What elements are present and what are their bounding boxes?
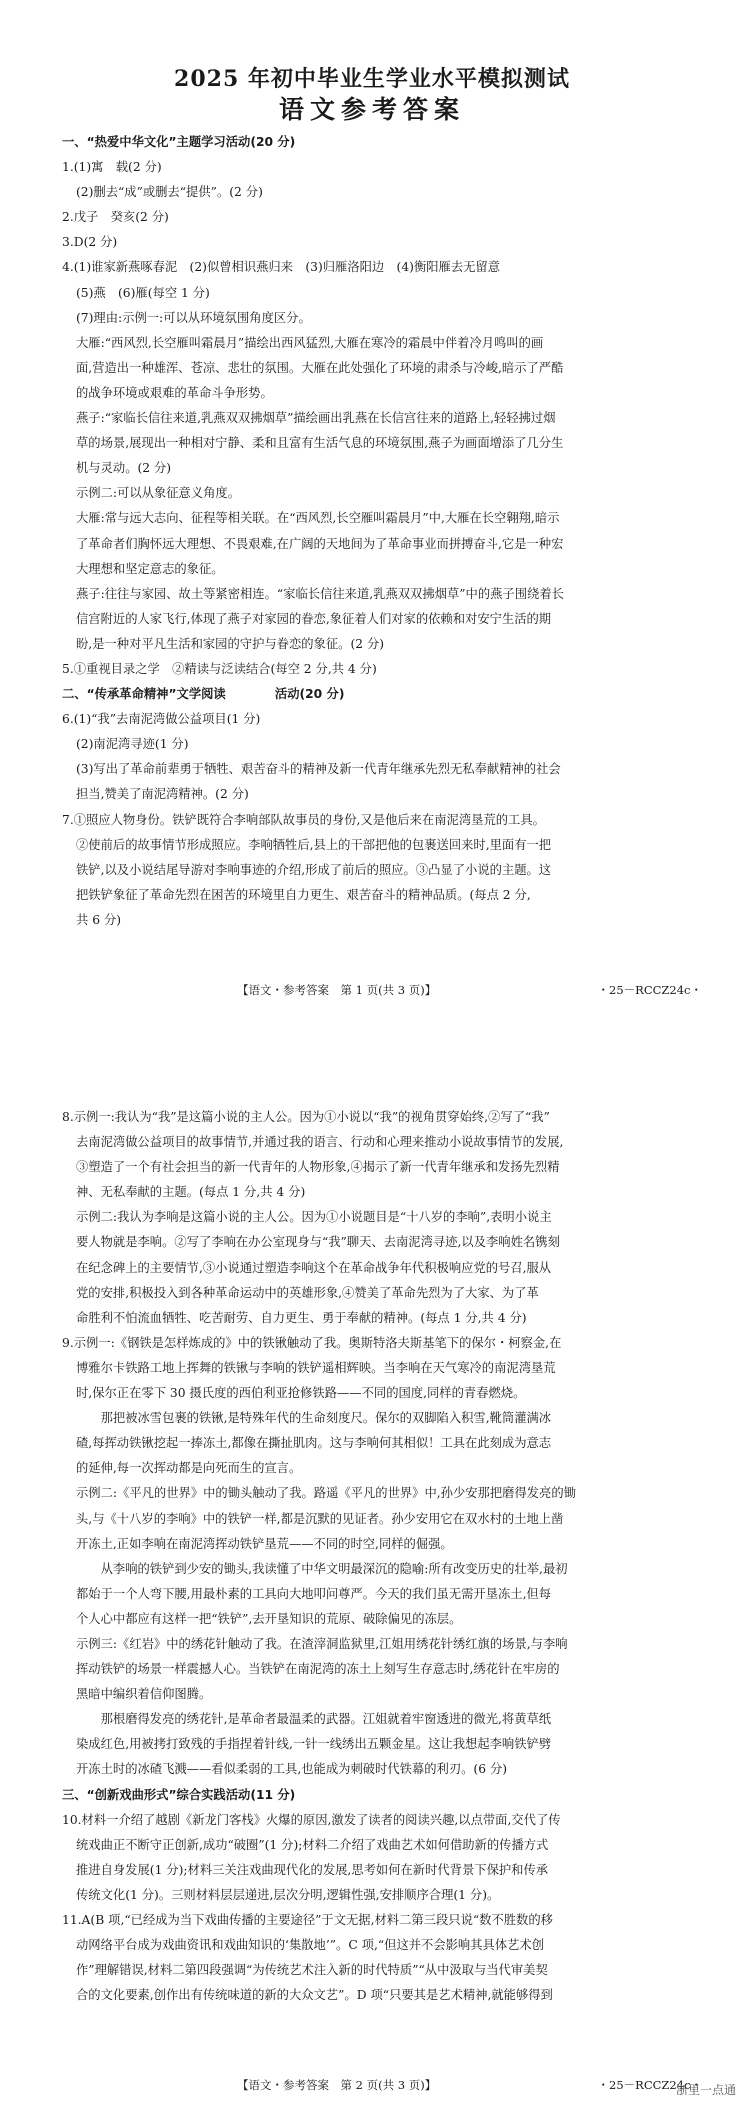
- answer-line: 大雁:“西风烈,长空雁叫霜晨月”描绘出西风猛烈,大雁在寒冷的霜晨中伴着冷月鸣叫的画: [76, 335, 544, 350]
- answer-line: ③塑造了一个有社会担当的新一代青年的人物形象,④揭示了新一代青年继承和发扬先烈精: [76, 1160, 560, 1175]
- answer-line: 把铁铲象征了革命先烈在困苦的环境里自力更生、艰苦奋斗的精神品质。(每点 2 分,: [76, 887, 531, 902]
- answer-line: 碴,每挥动铁锹挖起一捧冻土,都像在撕扯肌肉。这与李响何其相似！工具在此刻成为意志: [76, 1436, 552, 1451]
- answer-line: 头,与《十八岁的李响》中的铁铲一样,都是沉默的见证者。孙少安用它在双水村的土地上凿: [76, 1511, 564, 1526]
- answer-line: 7.①照应人物身份。铁铲既符合李响部队故事员的身份,又是他后来在南泥湾垦荒的工具。: [62, 812, 545, 827]
- answer-line: 大理想和坚定意志的象征。: [76, 561, 224, 576]
- answer-line: 大雁:常与远大志向、征程等相关联。在“西风烈,长空雁叫霜晨月”中,大雁在长空翱翔,暗示: [76, 511, 560, 526]
- answer-page-2: [0, 1105, 744, 2104]
- answer-line: 燕子:往往与家园、故土等紧密相连。“家临长信往来道,乳燕双双拂烟草”中的燕子围绕着长: [76, 586, 564, 601]
- answer-line: 1.(1)寓 载(2 分): [62, 160, 162, 175]
- answer-line: 的战争环境或艰难的革命斗争形势。: [76, 385, 273, 400]
- answer-line: 在纪念碑上的主要情节,③小说通过塑造李响这个在革命战争年代积极响应党的号召,服从: [76, 1260, 552, 1275]
- watermark: 浙里一点通: [675, 2083, 736, 2097]
- answer-line: (7)理由:示例一:可以从环境氛围角度区分。: [76, 310, 311, 325]
- answer-line: 盼,是一种对平凡生活和家园的守护与眷恋的象征。(2 分): [76, 636, 385, 651]
- answer-title: 语文参考答案: [278, 95, 465, 124]
- answer-line: ②使前后的故事情节形成照应。李响牺牲后,县上的干部把他的包裹送回来时,里面有一把: [76, 837, 552, 852]
- answer-page-1: [0, 0, 744, 1010]
- answer-line: 命胜利不怕流血牺牲、吃苦耐劳、自力更生、勇于奉献的精神。(每点 1 分,共 4 分): [76, 1310, 527, 1325]
- answer-line: 铁铲,以及小说结尾导游对李响事迹的介绍,形成了前后的照应。③凸显了小说的主题。这: [76, 862, 552, 877]
- answer-line: 信宫附近的人家飞行,体现了燕子对家园的眷恋,象征着人们对家的依赖和对安宁生活的期: [76, 611, 552, 626]
- answer-line: (3)写出了革命前辈勇于牺牲、艰苦奋斗的精神及新一代青年继承先烈无私奉献精神的社会: [76, 762, 561, 777]
- answer-line: 统戏曲正不断守正创新,成功“破圈”(1 分);材料二介绍了戏曲艺术如何借助新的传播方式: [76, 1837, 549, 1852]
- page2-footer-code: ・25－RCCZ24c・: [597, 2078, 702, 2092]
- answer-line: 那根磨得发亮的绣花针,是革命者最温柔的武器。江姐就着牢窗透进的微光,将黄草纸: [76, 1712, 552, 1727]
- page2-content: [62, 1105, 702, 2008]
- answer-line: 二、“传承革命精神”文学阅读 活动(20 分): [62, 687, 345, 702]
- answer-line: 示例三:《红岩》中的绣花针触动了我。在渣滓洞监狱里,江姐用绣花针绣红旗的场景,与李响: [76, 1636, 568, 1651]
- answer-line: 党的安排,积极投入到各种革命运动中的英雄形象,④赞美了革命先烈为了大家、为了革: [76, 1285, 539, 1300]
- page2-footer-label: 【语文・参考答案 第 2 页(共 3 页)】: [237, 2078, 437, 2092]
- answer-line: 担当,赞美了南泥湾精神。(2 分): [76, 787, 249, 802]
- answer-line: 都始于一个人弯下腰,用最朴素的工具向大地叩问尊严。今天的我们虽无需开垦冻土,但每: [76, 1586, 552, 1601]
- answer-line: 6.(1)“我”去南泥湾做公益项目(1 分): [62, 712, 261, 727]
- answer-line: 8.示例一:我认为“我”是这篇小说的主人公。因为①小说以“我”的视角贯穿始终,②写了“我”: [62, 1110, 550, 1124]
- answer-line: (2)删去“成”或删去“提供”。(2 分): [76, 185, 263, 200]
- answer-line: 开冻土,正如李响在南泥湾挥动铁铲垦荒——不同的时空,同样的倔强。: [76, 1536, 453, 1551]
- answer-line: 2.戊子 癸亥(2 分): [62, 210, 169, 225]
- answer-line: 面,营造出一种雄浑、苍凉、悲壮的氛围。大雁在此处强化了环境的肃杀与冷峻,暗示了严酷: [76, 360, 564, 375]
- answer-line: 动网络平台成为戏曲资讯和戏曲知识的‘集散地’”。C 项,“但这并不会影响其具体艺术创: [76, 1938, 545, 1953]
- answer-line: 11.A(B 项,“已经成为当下戏曲传播的主要途径”于文无据,材料二第三段只说“数不胜数的移: [62, 1913, 553, 1927]
- answer-line: 去南泥湾做公益项目的故事情节,并通过我的语言、行动和心理来推动小说故事情节的发展,: [76, 1135, 564, 1150]
- answer-line: 合的文化要素,创作出有传统味道的新的大众文艺”。D 项“只要其是艺术精神,就能够得到: [76, 1988, 553, 2003]
- answer-line: 草的场景,展现出一种相对宁静、柔和且富有生活气息的环境氛围,燕子为画面增添了几分生: [76, 436, 564, 451]
- answer-line: (5)燕 (6)雁(每空 1 分): [76, 285, 210, 300]
- answer-line: 共 6 分): [76, 912, 122, 927]
- answer-line: 从李响的铁铲到少安的锄头,我读懂了中华文明最深沉的隐喻:所有改变历史的壮举,最初: [76, 1561, 568, 1576]
- answer-line: 博雅尔卡铁路工地上挥舞的铁锹与李响的铁铲遥相辉映。当李响在天气寒冷的南泥湾垦荒: [76, 1360, 556, 1375]
- answer-line: 要人物就是李响。②写了李响在办公室现身与“我”聊天、去南泥湾寻迹,以及李响姓名镌刻: [76, 1235, 560, 1250]
- answer-line: 染成红色,用被拷打致残的手指捏着针线,一针一线绣出五颗金星。这让我想起李响铁铲劈: [76, 1737, 552, 1752]
- answer-line: 机与灵动。(2 分): [76, 461, 172, 476]
- exam-title: 2025 年初中毕业生学业水平模拟测试: [174, 66, 570, 92]
- answer-line: 3.D(2 分): [62, 235, 118, 250]
- answer-line: 作”理解错误,材料二第四段强调“为传统艺术注入新的时代特质”“从中汲取与当代审美契: [76, 1963, 548, 1978]
- answer-line: 个人心中都应有这样一把“铁铲”,去开垦知识的荒原、破除偏见的冻层。: [76, 1611, 462, 1626]
- answer-line: 9.示例一:《钢铁是怎样炼成的》中的铁锹触动了我。奥斯特洛夫斯基笔下的保尔・柯察金,在: [62, 1335, 562, 1350]
- page1-footer-label: 【语文・参考答案 第 1 页(共 3 页)】: [237, 983, 437, 997]
- answer-line: 10.材料一介绍了越剧《新龙门客栈》火爆的原因,激发了读者的阅读兴趣,以点带面,交代了传: [62, 1812, 561, 1827]
- answer-line: 时,保尔正在零下 30 摄氏度的西伯利亚抢修铁路——不同的国度,同样的青春燃烧。: [76, 1386, 526, 1401]
- answer-line: 推进自身发展(1 分);材料三关注戏曲现代化的发展,思考如何在新时代背景下保护和传承: [76, 1862, 549, 1877]
- answer-line: 三、“创新戏曲形式”综合实践活动(11 分): [62, 1787, 296, 1802]
- answer-line: 示例二:可以从象征意义角度。: [76, 486, 241, 501]
- answer-line: (2)南泥湾寻迹(1 分): [76, 737, 189, 752]
- page1-content: [62, 130, 702, 933]
- answer-line: 4.(1)谁家新燕啄春泥 (2)似曾相识燕归来 (3)归雁洛阳边 (4)衡阳雁去无留意: [62, 260, 501, 275]
- answer-line: 挥动铁铲的场景一样震撼人心。当铁铲在南泥湾的冻土上刻写生存意志时,绣花针在牢房的: [76, 1662, 560, 1677]
- answer-line: 黑暗中编织着信仰图腾。: [76, 1687, 212, 1702]
- answer-line: 那把被冰雪包裹的铁锹,是特殊年代的生命刻度尺。保尔的双脚陷入积雪,靴筒灌满冰: [76, 1411, 552, 1426]
- page1-footer-code: ・25－RCCZ24c・: [597, 983, 702, 997]
- answer-line: 的延伸,每一次挥动都是向死而生的宣言。: [76, 1461, 302, 1476]
- answer-line: 了革命者们胸怀远大理想、不畏艰难,在广阔的天地间为了革命事业而拼搏奋斗,它是一种宏: [76, 536, 564, 551]
- answer-line: 传统文化(1 分)。三则材料层层递进,层次分明,逻辑性强,安排顺序合理(1 分)。: [76, 1887, 500, 1902]
- answer-line: 示例二:我认为李响是这篇小说的主人公。因为①小说题目是“十八岁的李响”,表明小说主: [76, 1210, 552, 1225]
- answer-line: 示例二:《平凡的世界》中的锄头触动了我。路遥《平凡的世界》中,孙少安那把磨得发亮的锄: [76, 1486, 576, 1501]
- answer-line: 开冻土时的冰碴飞溅——看似柔弱的工具,也能成为刺破时代铁幕的利刃。(6 分): [76, 1762, 508, 1777]
- answer-line: 神、无私奉献的主题。(每点 1 分,共 4 分): [76, 1185, 306, 1200]
- answer-line: 一、“热爱中华文化”主题学习活动(20 分): [62, 135, 296, 149]
- answer-line: 5.①重视目录之学 ②精读与泛读结合(每空 2 分,共 4 分): [62, 661, 377, 676]
- answer-line: 燕子:“家临长信往来道,乳燕双双拂烟草”描绘画出乳燕在长信宫往来的道路上,轻轻拂过烟: [76, 411, 556, 426]
